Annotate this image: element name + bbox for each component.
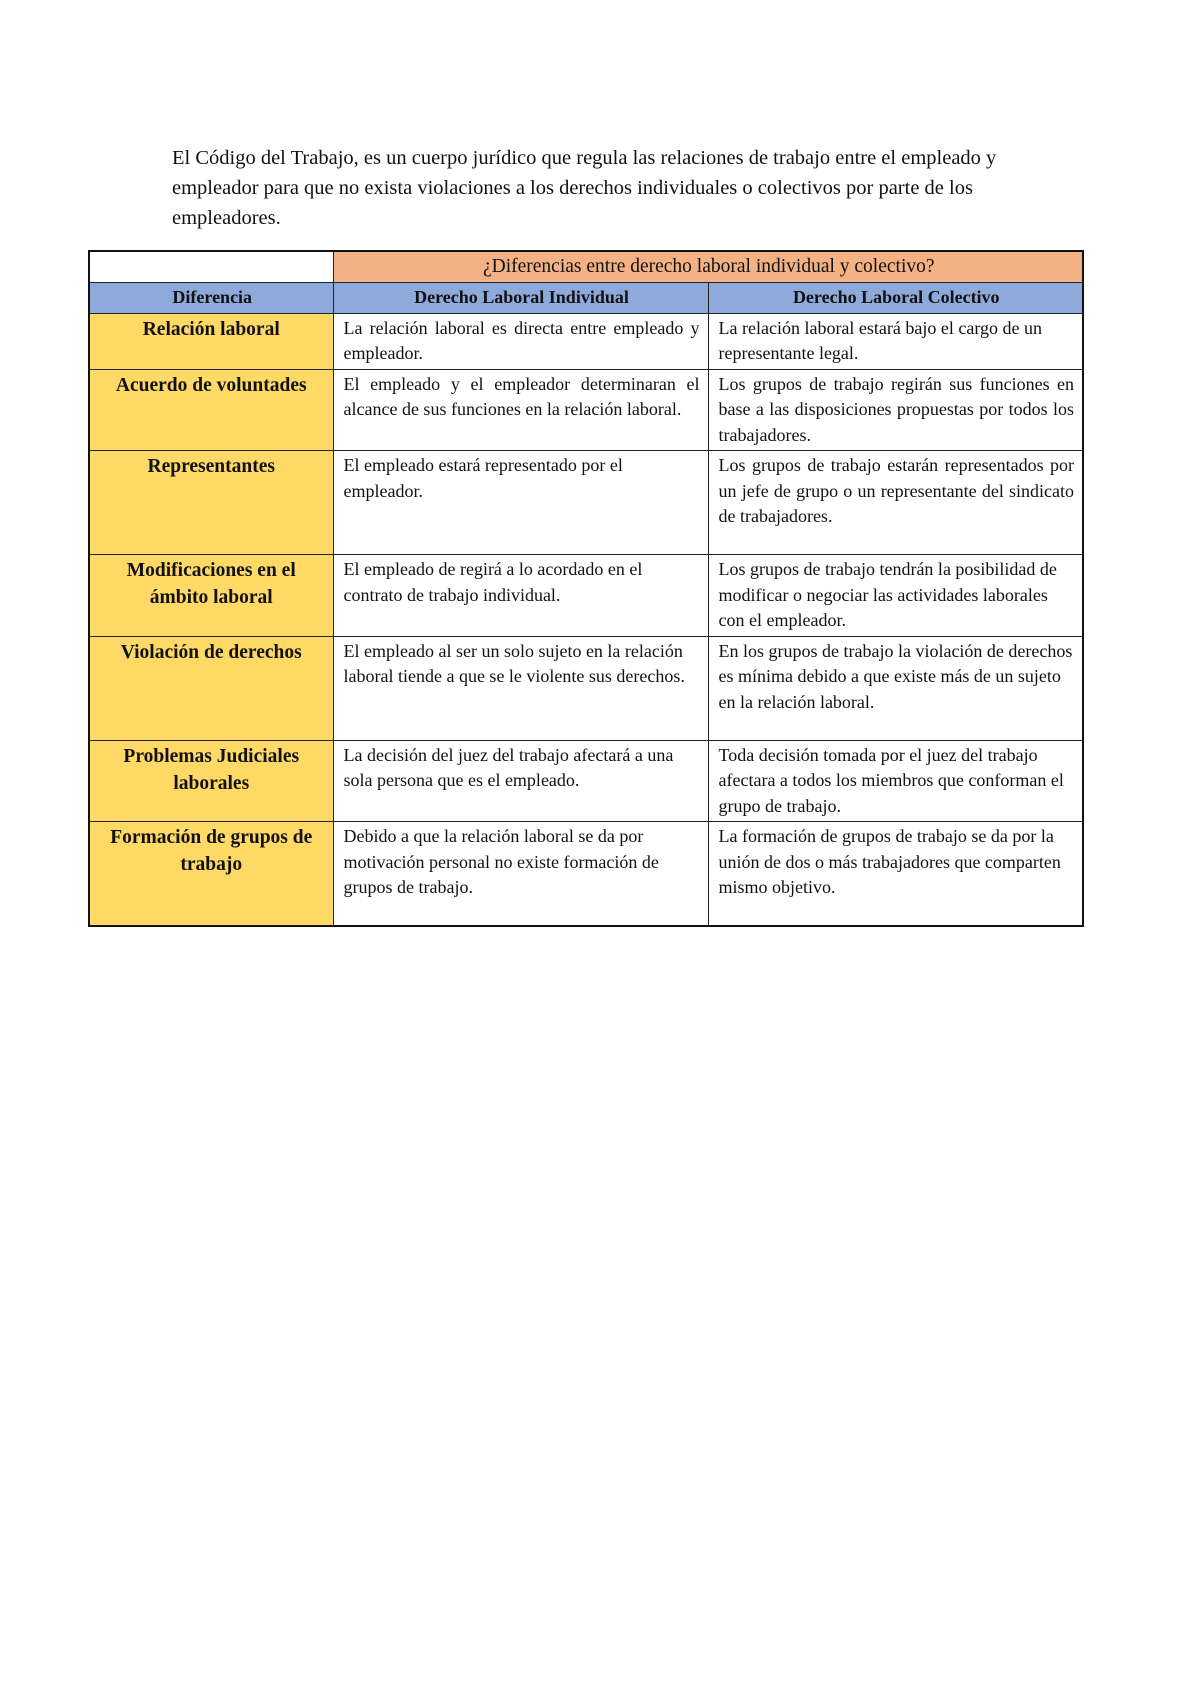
row-label: Relación laboral: [89, 313, 333, 369]
table-title-row: [89, 251, 1083, 283]
table-row: [89, 740, 1083, 822]
row-label: Problemas Judiciales laborales: [89, 740, 333, 822]
cell-individual: Debido a que la relación laboral se da por motivación personal no existe formación de grupos de trabajo.: [333, 822, 708, 926]
row-label: Representantes: [89, 451, 333, 555]
table-row: [89, 822, 1083, 926]
table-row: [89, 313, 1083, 369]
intro-paragraph: El Código del Trabajo, es un cuerpo jurídico que regula las relaciones de trabajo entre el empleado y empleador para que no exista violaciones a los derechos individuales o colectivos por parte de los empleadores.: [172, 147, 997, 229]
table-title: ¿Diferencias entre derecho laboral individual y colectivo?: [333, 251, 1083, 283]
row-label: Acuerdo de voluntades: [89, 369, 333, 451]
table-row: [89, 369, 1083, 451]
header-colectivo: Derecho Laboral Colectivo: [708, 283, 1083, 314]
cell-individual: El empleado al ser un solo sujeto en la relación laboral tiende a que se le violente sus derechos.: [333, 636, 708, 740]
table-row: [89, 555, 1083, 637]
cell-colectivo: Los grupos de trabajo tendrán la posibilidad de modificar o negociar las actividades laborales con el empleador.: [708, 555, 1083, 637]
cell-colectivo: Toda decisión tomada por el juez del trabajo afectara a todos los miembros que conforman el grupo de trabajo.: [708, 740, 1083, 822]
header-diferencia: Diferencia: [89, 283, 333, 314]
cell-individual: El empleado y el empleador determinaran el alcance de sus funciones en la relación laboral.: [333, 369, 708, 451]
cell-colectivo: La relación laboral estará bajo el cargo de un representante legal.: [708, 313, 1083, 369]
comparison-table: [88, 250, 1084, 927]
row-label: Violación de derechos: [89, 636, 333, 740]
header-individual: Derecho Laboral Individual: [333, 283, 708, 314]
cell-individual: El empleado de regirá a lo acordado en el contrato de trabajo individual.: [333, 555, 708, 637]
cell-individual: La decisión del juez del trabajo afectará a una sola persona que es el empleado.: [333, 740, 708, 822]
table-header-row: [89, 283, 1083, 314]
cell-individual: La relación laboral es directa entre empleado y empleador.: [333, 313, 708, 369]
cell-colectivo: La formación de grupos de trabajo se da por la unión de dos o más trabajadores que comparten mismo objetivo.: [708, 822, 1083, 926]
cell-colectivo: Los grupos de trabajo regirán sus funciones en base a las disposiciones propuestas por todos los trabajadores.: [708, 369, 1083, 451]
cell-individual: El empleado estará representado por el empleador.: [333, 451, 708, 555]
cell-colectivo: Los grupos de trabajo estarán representados por un jefe de grupo o un representante del sindicato de trabajadores.: [708, 451, 1083, 555]
cell-colectivo: En los grupos de trabajo la violación de derechos es mínima debido a que existe más de un sujeto en la relación laboral.: [708, 636, 1083, 740]
blank-corner-cell: [89, 251, 333, 283]
row-label: Modificaciones en el ámbito laboral: [89, 555, 333, 637]
table-row: [89, 636, 1083, 740]
row-label: Formación de grupos de trabajo: [89, 822, 333, 926]
table-row: [89, 451, 1083, 555]
